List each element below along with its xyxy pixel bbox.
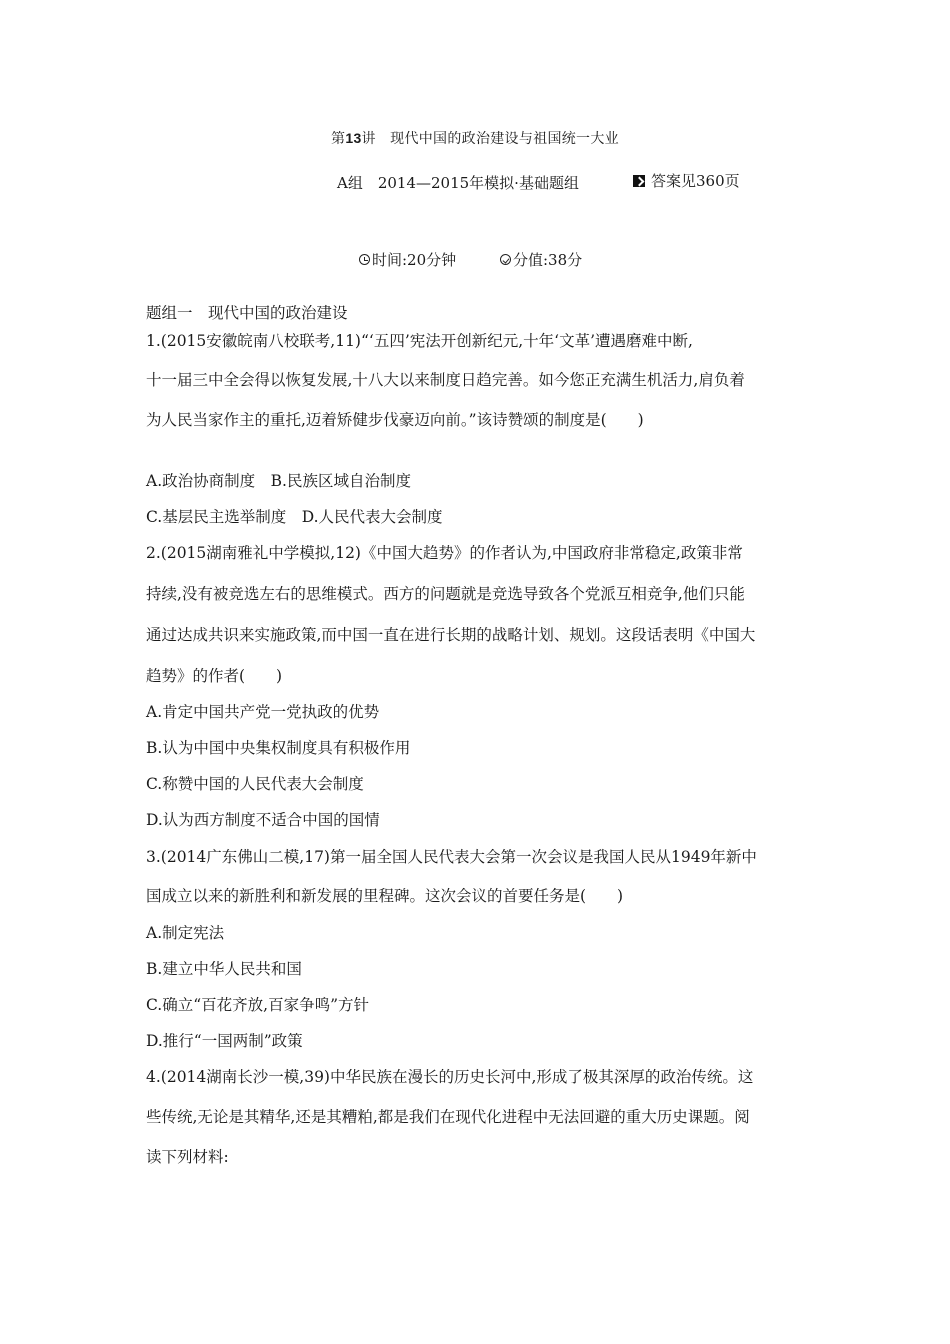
q2-line: 通过达成共识来实施政策,而中国一直在进行长期的战略计划、规划。这段话表明《中国大: [146, 626, 756, 644]
check-circle-icon: [500, 254, 511, 265]
q2-option: C.称赞中国的人民代表大会制度: [146, 775, 364, 793]
lecture-number: 13: [345, 130, 362, 146]
q2-option: D.认为西方制度不适合中国的国情: [146, 811, 380, 829]
q2-option: A.肯定中国共产党一党执政的优势: [146, 703, 380, 721]
q3-line: 国成立以来的新胜利和新发展的里程碑。这次会议的首要任务是( ): [146, 887, 624, 905]
q3-option: C.确立“百花齐放,百家争鸣”方针: [146, 996, 370, 1014]
q2-option: B.认为中国中央集权制度具有积极作用: [146, 739, 411, 757]
q1-line: 为人民当家作主的重托,迈着矫健步伐豪迈向前。”该诗赞颂的制度是( ): [146, 411, 644, 429]
q1-option: C.基层民主选举制度 D.人民代表大会制度: [146, 508, 443, 526]
q3-option: D.推行“一国两制”政策: [146, 1032, 303, 1050]
q2-line: 持续,没有被竞选左右的思维模式。西方的问题就是竞选导致各个党派互相竞争,他们只能: [146, 585, 745, 603]
q3-line: 3.(2014广东佛山二模,17)第一届全国人民代表大会第一次会议是我国人民从1949年新中: [146, 848, 757, 866]
q2-line: 趋势》的作者( ): [146, 667, 283, 685]
clock-icon: [359, 254, 370, 265]
section-heading: 题组一 现代中国的政治建设: [146, 304, 348, 322]
title-text: 讲 现代中国的政治建设与祖国统一大业: [361, 131, 619, 147]
answer-text: 答案见360页: [651, 172, 740, 190]
time-text: 时间:20分钟: [372, 251, 457, 269]
q4-line: 4.(2014湖南长沙一模,39)中华民族在漫长的历史长河中,形成了极其深厚的政治传统。这: [146, 1068, 754, 1086]
answer-icon: [633, 175, 645, 187]
q3-option: A.制定宪法: [146, 924, 225, 942]
q1-line: 十一届三中全会得以恢复发展,十八大以来制度日趋完善。如今您正充满生机活力,肩负着: [146, 371, 745, 389]
q1-option: A.政治协商制度 B.民族区域自治制度: [146, 472, 411, 490]
q2-line: 2.(2015湖南雅礼中学模拟,12)《中国大趋势》的作者认为,中国政府非常稳定,政策非常: [146, 544, 743, 562]
page-title: [0, 128, 950, 148]
q3-option: B.建立中华人民共和国: [146, 960, 302, 978]
group-label: A组 2014—2015年模拟·基础题组: [337, 174, 579, 192]
answer-reference: [633, 170, 740, 191]
q4-line: 些传统,无论是其精华,还是其糟粕,都是我们在现代化进程中无法回避的重大历史课题。阅: [146, 1108, 750, 1126]
time-info: [359, 249, 456, 270]
q1-line: 1.(2015安徽皖南八校联考,11)“‘五四’宪法开创新纪元,十年‘文革’遭遇磨难中断,: [146, 332, 693, 350]
score-text: 分值:38分: [513, 251, 583, 269]
score-info: [500, 249, 582, 270]
q4-line: 读下列材料:: [146, 1148, 229, 1166]
title-prefix: 第: [331, 131, 346, 147]
